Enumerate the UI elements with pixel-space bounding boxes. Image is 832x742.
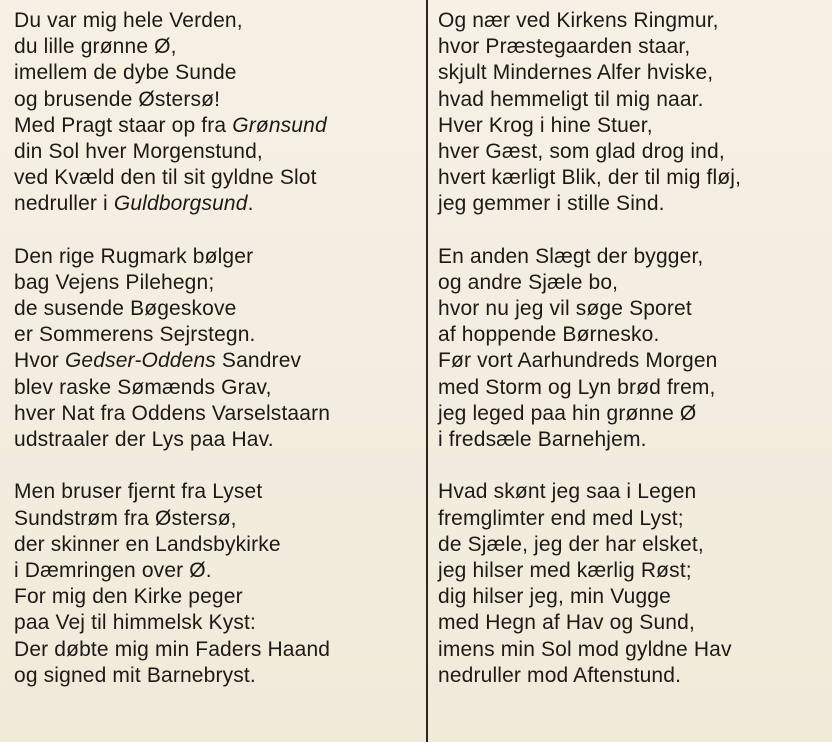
line-text: Hver Krog i hine Stuer,: [438, 113, 653, 137]
poem-line: [14, 532, 414, 558]
poem-line: [14, 506, 414, 532]
line-text: jeg leged paa hin grønne Ø: [438, 401, 697, 425]
line-text: Men bruser fjernt fra Lyset: [14, 480, 263, 504]
poem-line: [438, 663, 828, 689]
poem-line: [14, 191, 414, 217]
line-text: nedruller mod Aftenstund.: [438, 663, 682, 687]
poem-line: [14, 8, 414, 34]
poem-line: [14, 558, 414, 584]
poem-line: [14, 322, 414, 348]
poem-line: [438, 427, 828, 453]
line-text: du lille grønne Ø,: [14, 35, 177, 59]
line-text: blev raske Sømænds Grav,: [14, 375, 272, 399]
poem-line: [438, 113, 828, 139]
stanza: [14, 479, 414, 689]
poem-line: [14, 663, 414, 689]
italic-place-name: Gedser-Oddens: [64, 349, 216, 373]
poem-line: [438, 584, 828, 610]
line-text: og andre Sjæle bo,: [438, 270, 619, 294]
poem-line: [438, 60, 828, 86]
line-text: hvor nu jeg vil søge Sporet: [438, 297, 692, 321]
poem-line: [438, 558, 828, 584]
line-text: de Sjæle, jeg der har elsket,: [438, 532, 704, 556]
stanza: [14, 244, 414, 454]
poem-line: [14, 34, 414, 60]
line-text: Sandrev: [215, 349, 302, 373]
poem-line: [14, 348, 414, 374]
line-text: hvor Præstegaarden staar,: [438, 35, 691, 59]
line-text: Før vort Aarhundreds Morgen: [438, 349, 718, 373]
poem-line: [438, 165, 828, 191]
line-text: hver Nat fra Oddens Varselstaarn: [14, 401, 331, 425]
poem-line: [438, 532, 828, 558]
poem-line: [438, 506, 828, 532]
line-text: jeg gemmer i stille Sind.: [438, 192, 665, 216]
line-text: med Hegn af Hav og Sund,: [438, 611, 695, 635]
line-text: imellem de dybe Sunde: [14, 61, 237, 85]
poem-line: [14, 270, 414, 296]
poem-line: [14, 401, 414, 427]
line-text: og signed mit Barnebryst.: [14, 663, 256, 687]
stanza: [438, 8, 828, 218]
line-text: Hvad skønt jeg saa i Legen: [438, 480, 697, 504]
line-text: dig hilser jeg, min Vugge: [438, 585, 671, 609]
poem-line: [14, 296, 414, 322]
line-text: En anden Slægt der bygger,: [438, 244, 704, 268]
stanza: [14, 8, 414, 218]
poem-line: [14, 427, 414, 453]
poem-line: [14, 479, 414, 505]
line-text: jeg hilser med kærlig Røst;: [438, 558, 692, 582]
poem-line: [438, 375, 828, 401]
line-text: i Dæmringen over Ø.: [14, 558, 212, 582]
poem-line: [14, 87, 414, 113]
line-text: nedruller i: [14, 192, 114, 216]
line-text: de susende Bøgeskove: [14, 297, 237, 321]
poem-line: [14, 165, 414, 191]
stanza: [438, 244, 828, 454]
right-column: [438, 8, 828, 689]
line-text: udstraaler der Lys paa Hav.: [14, 428, 274, 451]
italic-place-name: Grønsund: [232, 113, 327, 137]
poem-line: [14, 60, 414, 86]
line-text: i fredsæle Barnehjem.: [438, 428, 647, 451]
line-text: og brusende Østersø!: [14, 87, 221, 111]
poem-line: [438, 479, 828, 505]
line-text: .: [247, 192, 254, 216]
poem-line: [438, 401, 828, 427]
line-text: med Storm og Lyn brød frem,: [438, 375, 716, 399]
line-text: hvert kærligt Blik, der til mig fløj,: [438, 166, 742, 190]
line-text: Den rige Rugmark bølger: [14, 244, 254, 268]
line-text: Og nær ved Kirkens Ringmur,: [438, 9, 719, 32]
line-text: Du var mig hele Verden,: [14, 9, 243, 32]
line-text: paa Vej til himmelsk Kyst:: [14, 611, 256, 635]
poem-line: [438, 270, 828, 296]
poem-line: [14, 139, 414, 165]
column-divider: [426, 0, 428, 742]
line-text: Der døbte mig min Faders Haand: [14, 637, 331, 661]
line-text: ved Kvæld den til sit gyldne Slot: [14, 166, 317, 190]
line-text: der skinner en Landsbykirke: [14, 532, 281, 556]
line-text: Med Pragt staar op fra: [14, 113, 233, 137]
italic-place-name: Guldborgsund: [113, 192, 248, 216]
line-text: fremglimter end med Lyst;: [438, 506, 684, 530]
poem-line: [14, 375, 414, 401]
line-text: bag Vejens Pilehegn;: [14, 270, 215, 294]
line-text: For mig den Kirke peger: [14, 585, 243, 609]
line-text: er Sommerens Sejrstegn.: [14, 323, 256, 347]
poem-line: [438, 322, 828, 348]
poem-line: [438, 34, 828, 60]
poem-line: [438, 610, 828, 636]
poem-line: [14, 244, 414, 270]
line-text: hver Gæst, som glad drog ind,: [438, 139, 725, 163]
left-column: [14, 8, 414, 689]
line-text: af hoppende Børnesko.: [438, 323, 660, 347]
line-text: din Sol hver Morgenstund,: [14, 139, 263, 163]
line-text: skjult Mindernes Alfer hviske,: [438, 61, 714, 85]
line-text: imens min Sol mod gyldne Hav: [438, 637, 732, 661]
poem-line: [14, 584, 414, 610]
poem-line: [438, 348, 828, 374]
line-text: Sundstrøm fra Østersø,: [14, 506, 237, 530]
poem-line: [14, 637, 414, 663]
poem-line: [438, 139, 828, 165]
poem-line: [438, 191, 828, 217]
poem-line: [438, 244, 828, 270]
poem-line: [14, 610, 414, 636]
poem-line: [438, 8, 828, 34]
poem-line: [438, 296, 828, 322]
poem-line: [438, 637, 828, 663]
line-text: hvad hemmeligt til mig naar.: [438, 87, 704, 111]
stanza: [438, 479, 828, 689]
line-text: Hvor: [14, 349, 65, 373]
poem-line: [14, 113, 414, 139]
poem-line: [438, 87, 828, 113]
